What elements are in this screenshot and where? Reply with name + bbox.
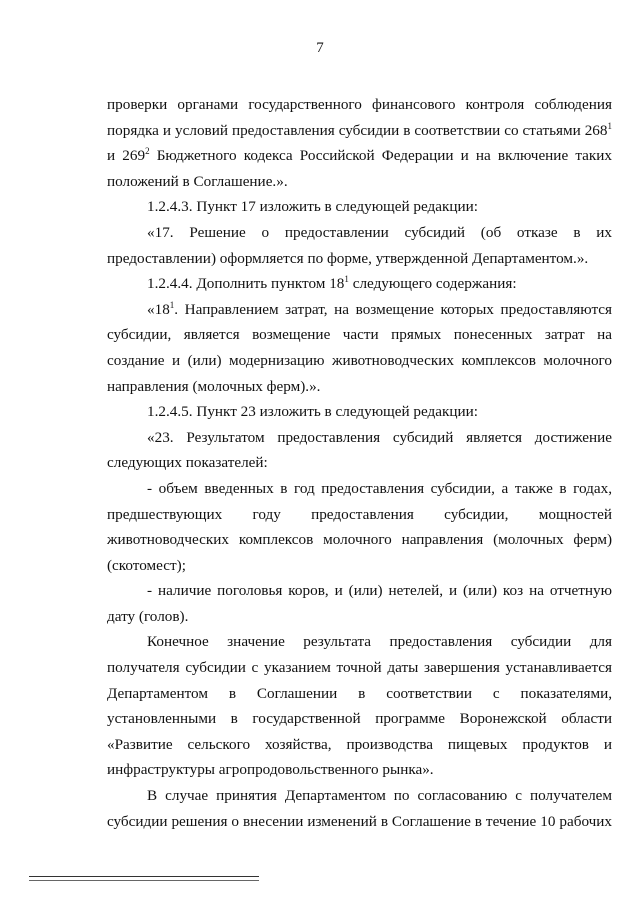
paragraph-8 xyxy=(107,476,612,578)
footer-rule-secondary xyxy=(29,880,259,881)
paragraph-2 xyxy=(107,194,612,220)
page-number: 7 xyxy=(316,40,324,56)
text-run: следующего содержания: xyxy=(348,275,517,293)
footer-rule xyxy=(29,876,259,877)
text-run: «18 xyxy=(147,300,170,318)
paragraph-4 xyxy=(107,271,612,297)
text-run: «23. Результатом предоставления субсидий является достижение следующих показателей: xyxy=(107,428,612,472)
paragraph-9 xyxy=(107,578,612,629)
paragraph-1 xyxy=(107,92,612,194)
text-run: проверки органами государственного финансового контроля соблюдения порядка и условий предоставления субсидии в соответствии со статьями 268 xyxy=(107,96,612,139)
paragraph-11 xyxy=(107,783,612,834)
document-body xyxy=(107,92,612,834)
text-run: 1.2.4.3. Пункт 17 изложить в следующей редакции: xyxy=(147,198,478,216)
superscript: 1 xyxy=(607,120,612,131)
superscript: 1 xyxy=(344,274,349,285)
text-run: 1.2.4.4. Дополнить пунктом 18 xyxy=(147,275,345,293)
text-run: - объем введенных в год предоставления субсидии, а также в годах, предшествующих году предоставления субсидии, мощностей животноводческих комплексов молочного направления (молочных ферм) (скотомест); xyxy=(107,479,612,574)
text-run: Бюджетного кодекса Российской Федерации и на включение таких положений в Соглашение.». xyxy=(107,147,612,190)
paragraph-7 xyxy=(107,425,612,476)
text-run: 1.2.4.5. Пункт 23 изложить в следующей редакции: xyxy=(147,403,478,421)
text-run: и 269 xyxy=(107,147,146,165)
text-run: . Направлением затрат, на возмещение которых предоставляются субсидии, является возмещение части прямых понесенных затрат на создание и (или) модернизацию животноводческих комплексов молочного направления (молочных ферм).». xyxy=(107,300,612,395)
superscript: 2 xyxy=(145,146,150,157)
text-run: - наличие поголовья коров, и (или) нетелей, и (или) коз на отчетную дату (голов). xyxy=(107,582,612,625)
text-run: «17. Решение о предоставлении субсидий (об отказе в их предоставлении) оформляется по форме, утвержденной Департаментом.». xyxy=(107,223,612,267)
paragraph-3 xyxy=(107,220,612,271)
superscript: 1 xyxy=(169,299,175,310)
paragraph-5 xyxy=(107,297,612,399)
text-run: В случае принятия Департаментом по согласованию с получателем субсидии решения о внесении изменений в Соглашение в течение 10 рабочих xyxy=(107,787,612,830)
paragraph-10 xyxy=(107,629,612,783)
text-run: Конечное значение результата предоставления субсидии для получателя субсидии с указанием точной даты завершения устанавливается Департаментом в Соглашении в соответствии с показателями, установленными в государственной программе Воронежской области «Развитие сельского хозяйства, производства пищевых продуктов и инфраструктуры агропродовольственного рынка». xyxy=(107,633,612,779)
paragraph-6 xyxy=(107,399,612,425)
